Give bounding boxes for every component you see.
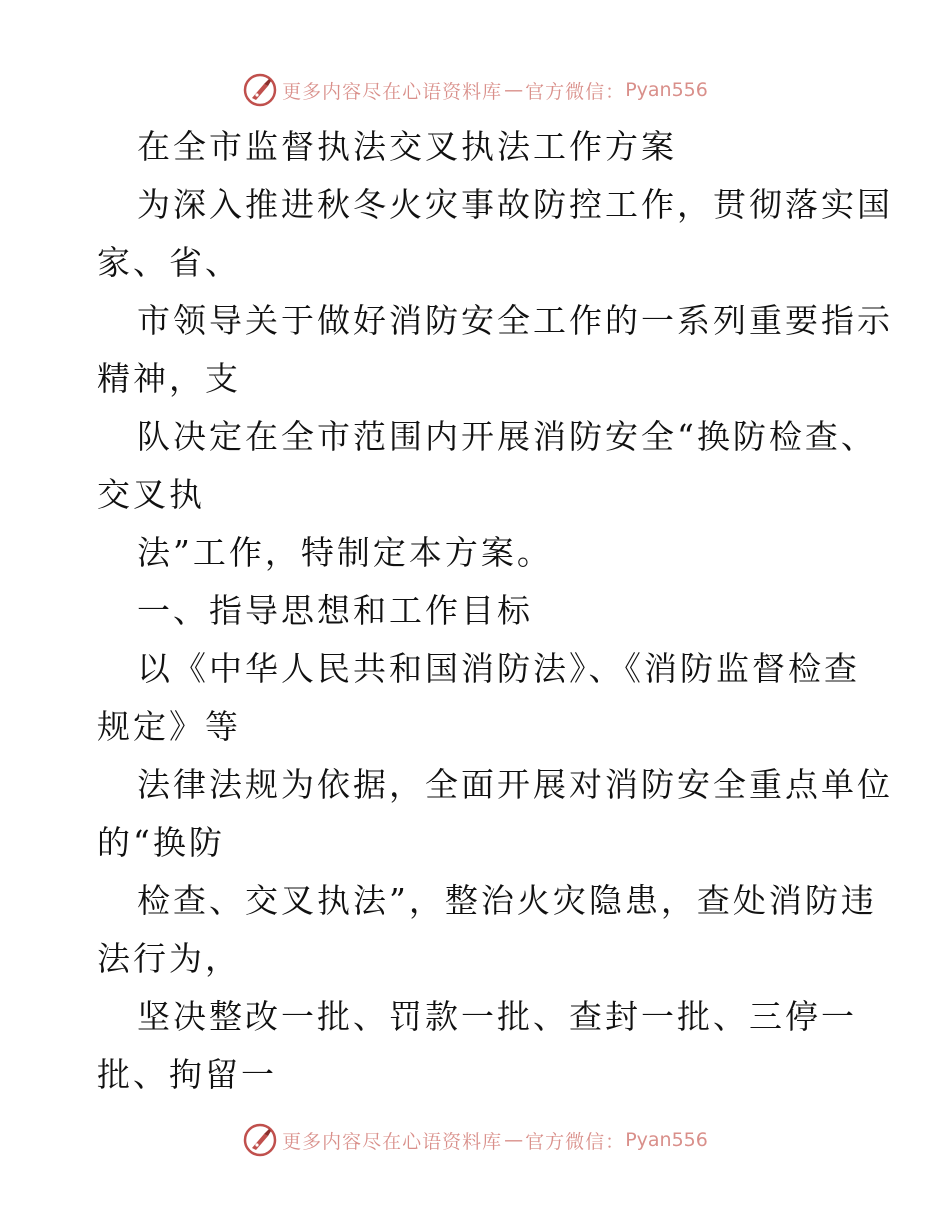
paragraph-line: 以《中华人民共和国消防法》、《消防监督检查 — [137, 649, 860, 688]
pen-nib-logo-icon — [242, 1122, 278, 1158]
section-heading: 一、指导思想和工作目标 — [137, 591, 533, 630]
document-body — [97, 118, 893, 1104]
footer-banner — [0, 1120, 950, 1160]
banner-account: Pyan556 — [625, 1129, 708, 1151]
paragraph-line: 法律法规为依据，全面开展对消防安全重点单位 — [137, 765, 893, 804]
paragraph-line: 的“换防 — [97, 823, 225, 862]
paragraph-line: 法行为， — [97, 939, 241, 978]
paragraph-line: 交叉执 — [97, 475, 205, 514]
header-banner — [0, 70, 950, 110]
document-title: 在全市监督执法交叉执法工作方案 — [137, 127, 677, 166]
banner-dash: — — [504, 79, 524, 101]
banner-text-side: 官方微信： — [525, 80, 626, 103]
paragraph-line: 法”工作，特制定本方案。 — [137, 533, 553, 572]
banner-text-main: 更多内容尽在心语资料库 — [282, 80, 503, 103]
paragraph-line: 市领导关于做好消防安全工作的一系列重要指示 — [137, 301, 893, 340]
banner-text-main: 更多内容尽在心语资料库 — [282, 1130, 503, 1153]
banner-dash: — — [504, 1129, 524, 1151]
paragraph-line: 规定》等 — [97, 707, 241, 746]
banner-text-side: 官方微信： — [525, 1130, 626, 1153]
paragraph-line: 家、省、 — [97, 243, 241, 282]
pen-nib-logo-icon — [242, 72, 278, 108]
paragraph-line: 检查、交叉执法”，整治火灾隐患，查处消防违 — [137, 881, 877, 920]
paragraph-line: 批、拘留一 — [97, 1055, 277, 1094]
paragraph-line: 坚决整改一批、罚款一批、查封一批、三停一 — [137, 997, 857, 1036]
paragraph-line: 精神，支 — [97, 359, 241, 398]
banner-account: Pyan556 — [625, 79, 708, 101]
paragraph-line: 为深入推进秋冬火灾事故防控工作，贯彻落实国 — [137, 185, 893, 224]
paragraph-line: 队决定在全市范围内开展消防安全“换防检查、 — [137, 417, 877, 456]
